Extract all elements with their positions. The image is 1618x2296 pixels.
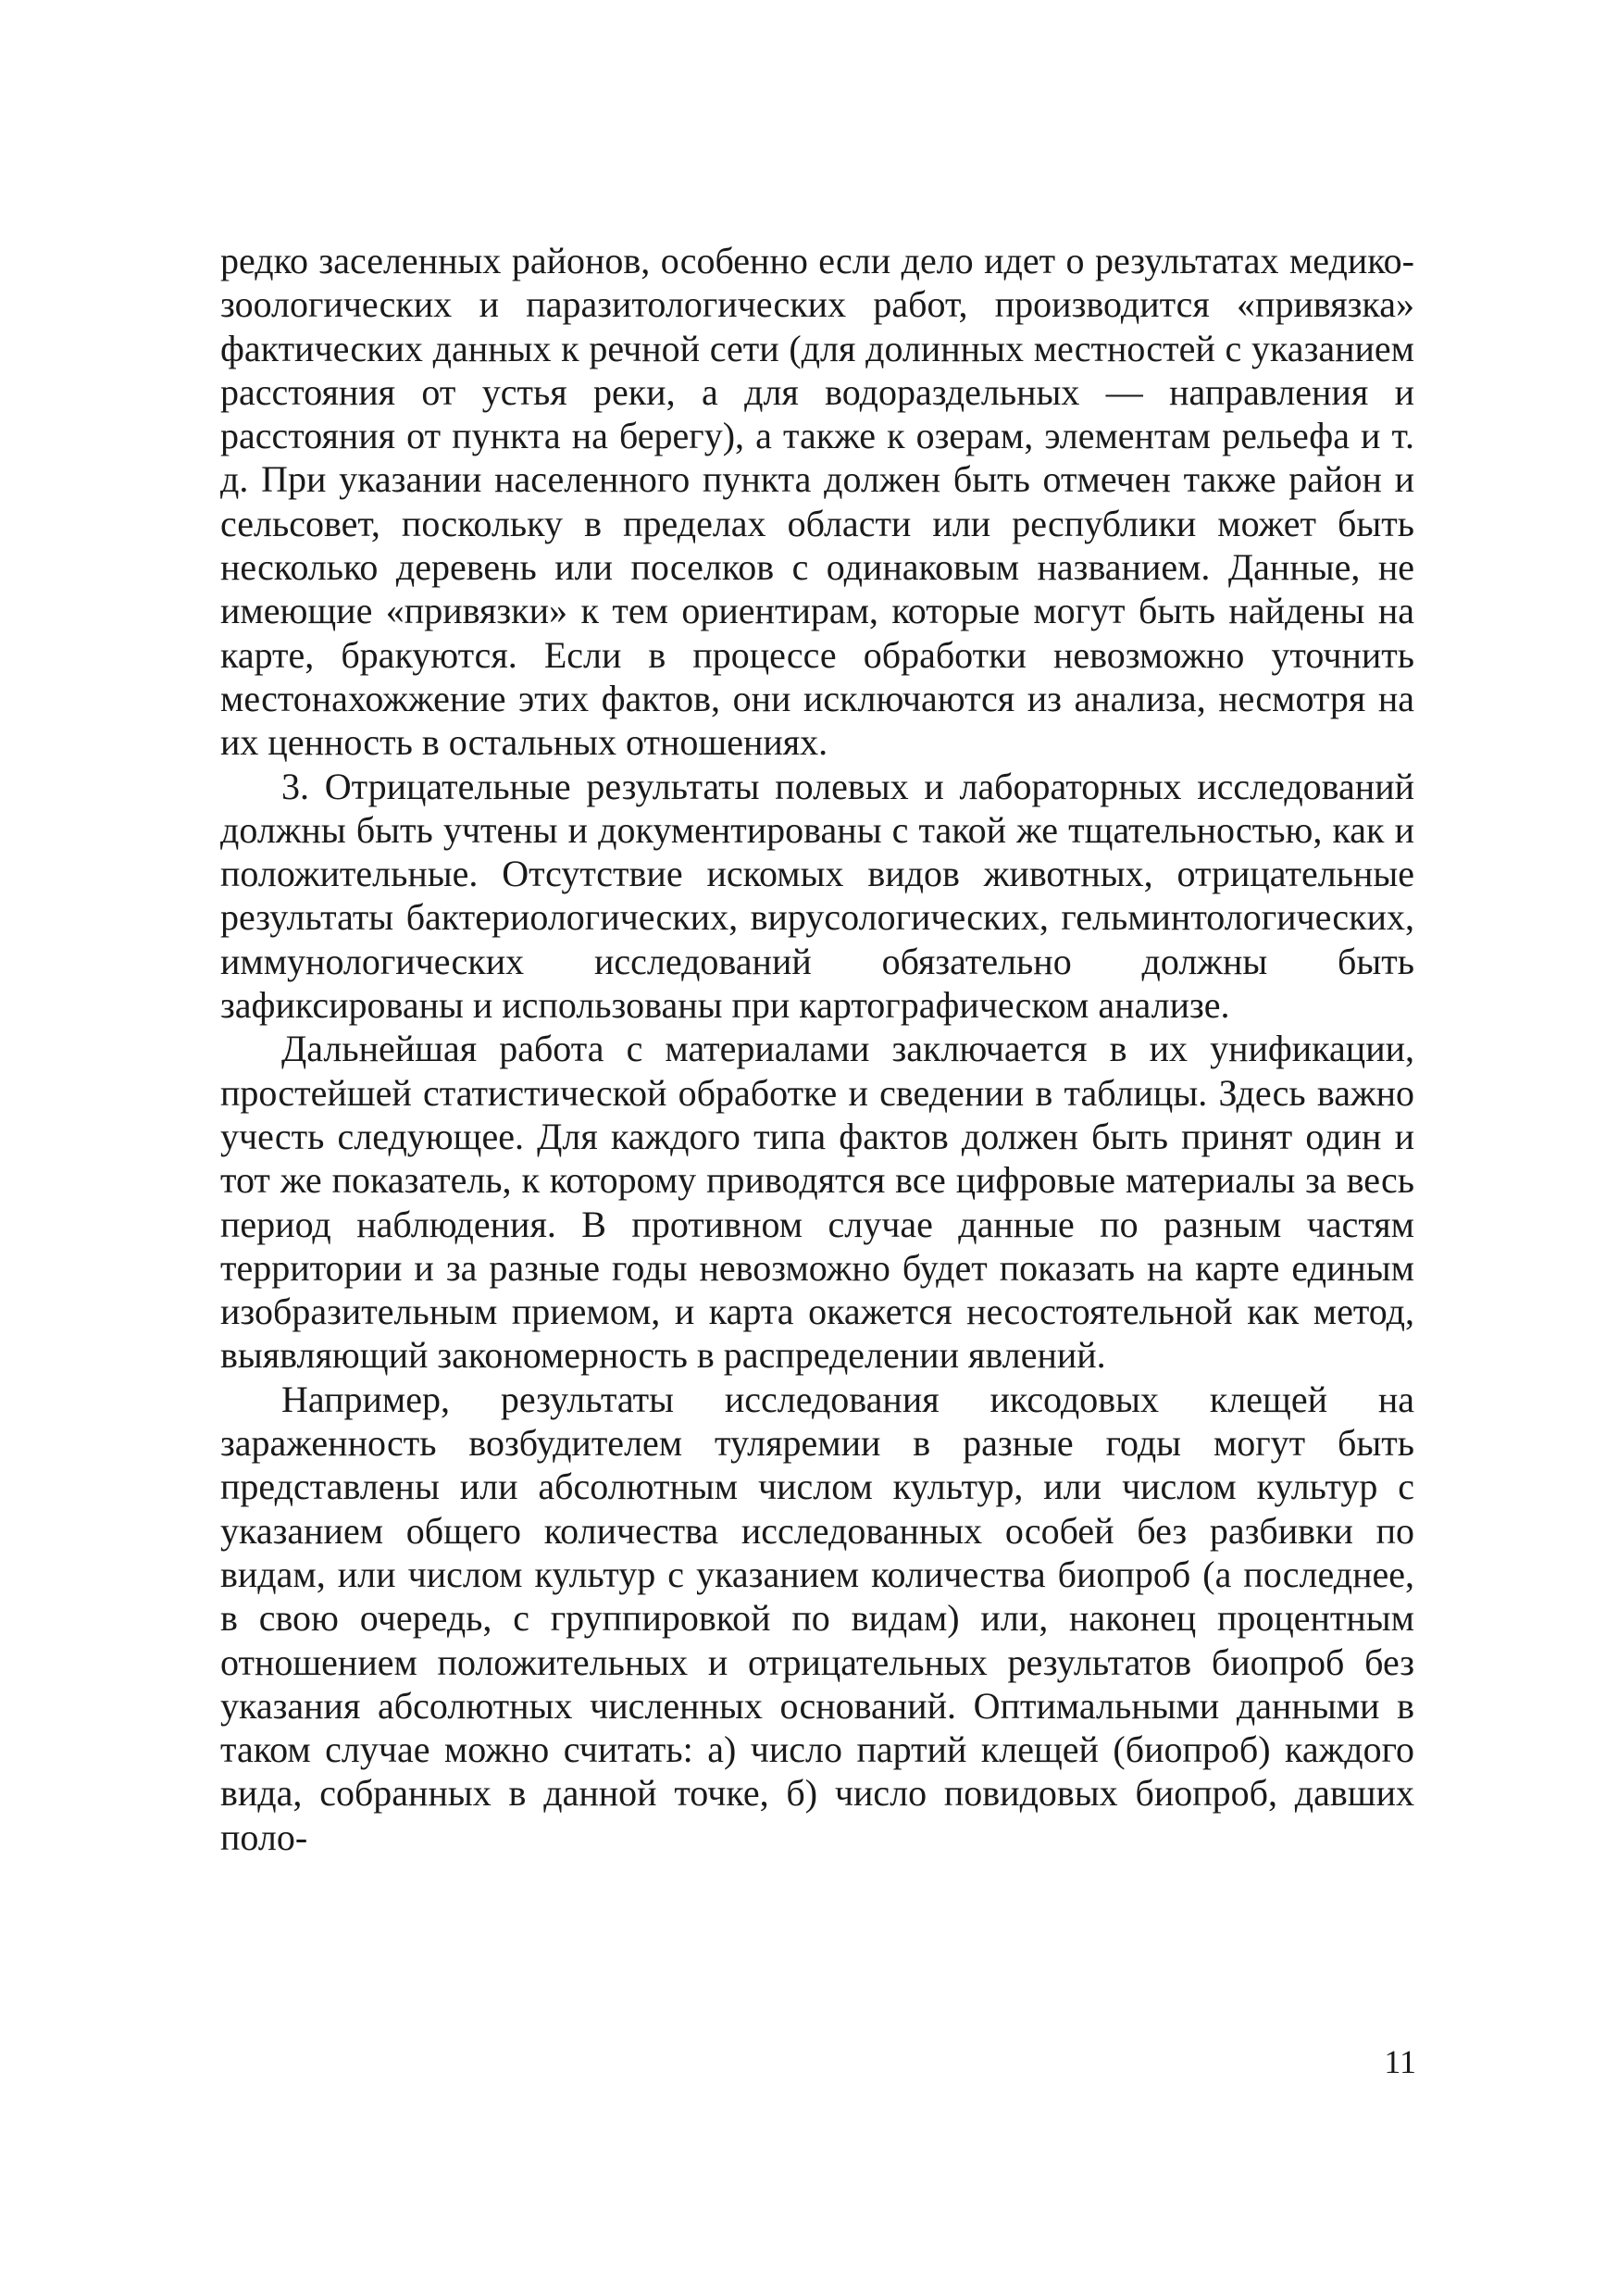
paragraph-further-work: Дальнейшая работа с материалами заключается в их унификации, простейшей статистической обработке и сведении в таблицы. Здесь важно учесть следующее. Для каждого типа фактов должен быть принят один и тот же показатель, к которому приводятся все цифровые материалы за весь период наблюдения. В противном случае данные по разным частям территории и за разные годы невозможно будет показать на карте единым изобразительным приемом, и карта окажется несостоятельной как метод, выявляющий закономерность в распределении явлений. — [220, 1028, 1414, 1377]
paragraph-negative-results: 3. Отрицательные результаты полевых и лабораторных исследований должны быть учтены и документированы с такой же тщательностью, как и положительные. Отсутствие искомых видов животных, отрицательные результаты бактериологических, вирусологических, гельминтологических, иммунологических исследований обязательно должны быть зафиксированы и использованы при картографическом анализе. — [220, 765, 1414, 1027]
paragraph-continuation: редко заселенных районов, особенно если дело идет о результатах медико-зоологических и паразитологических работ, производится «привязка» фактических данных к речной сети (для долинных местностей с указанием расстояния от устья реки, а для водораздельных — направления и расстояния от пункта на берегу), а также к озерам, элементам рельефа и т. д. При указании населенного пункта должен быть отмечен также район и сельсовет, поскольку в пределах области или республики может быть несколько деревень или поселков с одинаковым названием. Данные, не имеющие «привязки» к тем ориентирам, которые могут быть найдены на карте, бракуются. Если в процессе обработки невозможно уточнить местонахожжение этих фактов, они исключаются из анализа, несмотря на их ценность в остальных отношениях. — [220, 240, 1414, 764]
body-text — [220, 239, 1414, 1859]
page-number: 11 — [1384, 2043, 1416, 2080]
paragraph-example: Например, результаты исследования иксодовых клещей на зараженность возбудителем туляремии в разные годы могут быть представлены или абсолютным числом культур, или числом культур с указанием общего количества исследованных особей без разбивки по видам, или числом культур с указанием количества биопроб (а последнее, в свою очередь, с группировкой по видам) или, наконец процентным отношением положительных и отрицательных результатов биопроб без указания абсолютных численных оснований. Оптимальными данными в таком случае можно считать: а) число партий клещей (биопроб) каждого вида, собранных в данной точке, б) число повидовых биопроб, давших поло- — [220, 1378, 1414, 1858]
